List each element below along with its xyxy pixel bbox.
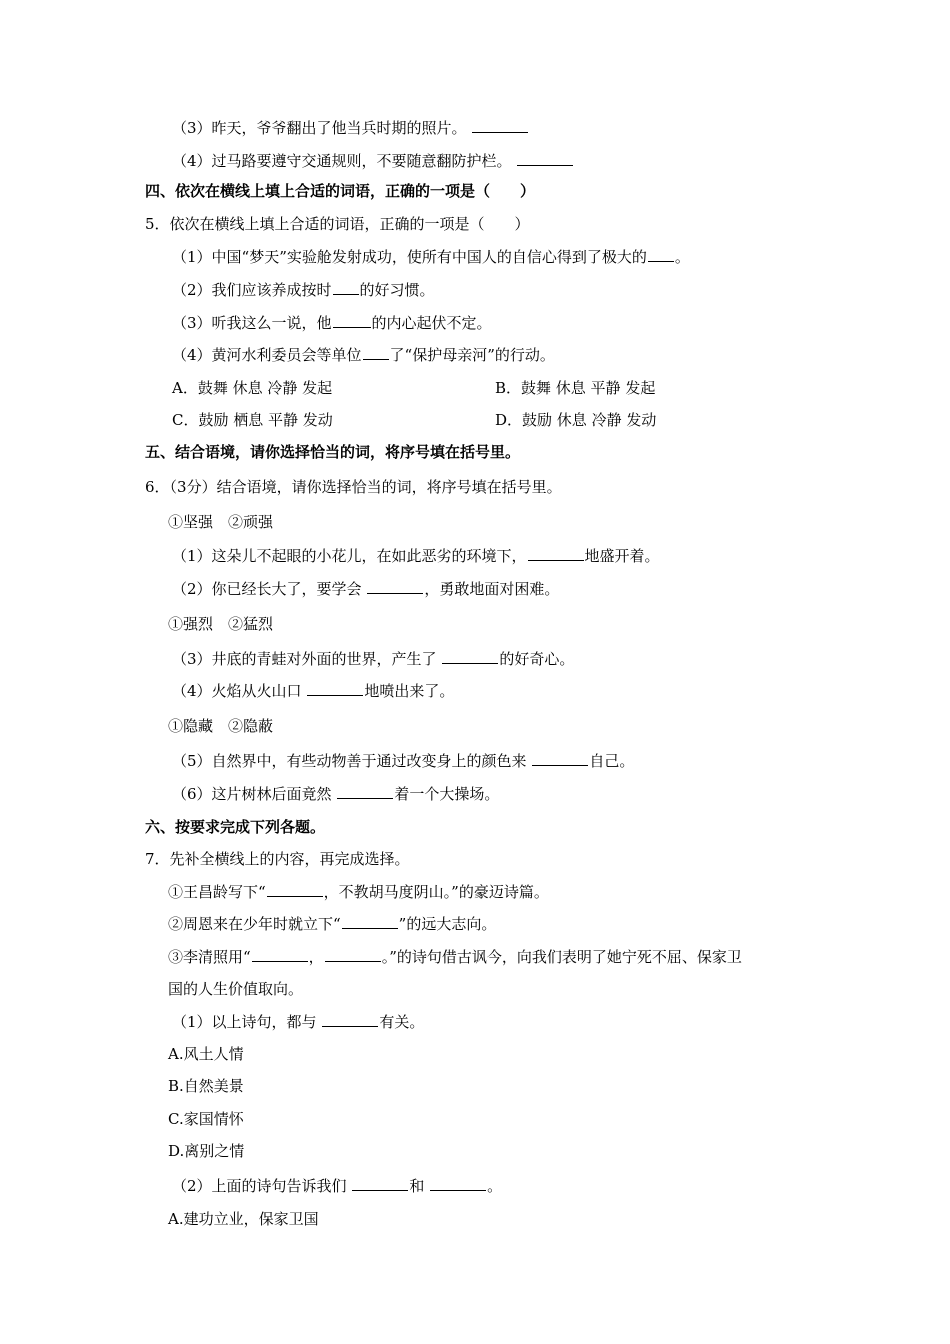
q6-sentence-1: （1）这朵儿不起眼的小花儿，在如此恶劣的环境下， 地盛开着。	[172, 547, 660, 565]
q7-sub-question-2: （2）上面的诗句告诉我们 和 。	[172, 1177, 503, 1195]
q4-item-4: （4）过马路要遵守交通规则，不要随意翻防护栏。	[172, 150, 574, 172]
q5-option-b[interactable]: B．鼓舞 休息 平静 发起	[495, 379, 656, 397]
answer-blank[interactable]	[528, 546, 584, 561]
answer-blank[interactable]	[352, 1176, 408, 1191]
answer-blank[interactable]	[333, 313, 371, 328]
answer-blank[interactable]	[442, 649, 498, 664]
answer-blank[interactable]	[267, 882, 323, 897]
answer-blank[interactable]	[325, 947, 381, 962]
q7-line-2: ②周恩来在少年时就立下“ ”的远大志向。	[168, 915, 497, 933]
q7-option-d[interactable]: D.离别之情	[168, 1142, 245, 1160]
q5-option-d[interactable]: D．鼓励 休息 冷静 发动	[495, 411, 657, 429]
q5-option-c[interactable]: C．鼓励 栖息 平静 发动	[172, 411, 333, 429]
q6-sentence-4: （4）火焰从火山口 地喷出来了。	[172, 682, 455, 700]
q5-sentence-1: （1）中国“梦天”实验舱发射成功，使所有中国人的自信心得到了极大的 。	[172, 248, 690, 266]
answer-blank[interactable]	[367, 579, 423, 594]
section-6-heading: 六、按要求完成下列各题。	[145, 818, 326, 836]
q5-sentence-3: （3）听我这么一说，他 的内心起伏不定。	[172, 314, 492, 332]
q4-item-3: （3）昨天，爷爷翻出了他当兵时期的照片。	[172, 117, 529, 139]
section-5-heading: 五、结合语境，请你选择恰当的词，将序号填在括号里。	[145, 443, 521, 461]
answer-blank[interactable]	[430, 1176, 486, 1191]
q7-line-1: ①王昌龄写下“ ，不教胡马度阴山。”的豪迈诗篇。	[168, 883, 549, 901]
q5-stem: 5．依次在横线上填上合适的词语，正确的一项是（ ）	[145, 215, 530, 233]
q6-stem: 6．（3分）结合语境，请你选择恰当的词，将序号填在括号里。	[145, 478, 562, 496]
q7-option-a[interactable]: A.风土人情	[168, 1045, 244, 1063]
answer-blank[interactable]	[472, 118, 528, 133]
q6-word-pair-3: ①隐藏 ②隐蔽	[168, 717, 274, 735]
q6-sentence-3: （3）井底的青蛙对外面的世界，产生了 的好奇心。	[172, 650, 575, 668]
q7-line-3-continued: 国的人生价值取向。	[168, 980, 304, 998]
q7-option-c[interactable]: C.家国情怀	[168, 1110, 244, 1128]
answer-blank[interactable]	[342, 914, 398, 929]
answer-blank[interactable]	[333, 280, 359, 295]
q5-option-a[interactable]: A．鼓舞 休息 冷静 发起	[172, 379, 333, 397]
section-4-heading: 四、依次在横线上填上合适的词语，正确的一项是（ ）	[145, 182, 536, 200]
answer-blank[interactable]	[322, 1012, 378, 1027]
q7-option-b[interactable]: B.自然美景	[168, 1077, 244, 1095]
answer-blank[interactable]	[363, 345, 389, 360]
q6-sentence-5: （5）自然界中，有些动物善于通过改变身上的颜色来 自己。	[172, 752, 635, 770]
q5-sentence-2: （2）我们应该养成按时 的好习惯。	[172, 281, 435, 299]
answer-blank[interactable]	[252, 947, 308, 962]
q7-sub-2-option-a[interactable]: A.建功立业，保家卫国	[168, 1210, 319, 1228]
answer-blank[interactable]	[532, 751, 588, 766]
answer-blank[interactable]	[517, 151, 573, 166]
q6-sentence-2: （2）你已经长大了，要学会 ，勇敢地面对困难。	[172, 580, 560, 598]
answer-blank[interactable]	[648, 247, 674, 262]
answer-blank[interactable]	[337, 784, 393, 799]
q6-sentence-6: （6）这片树林后面竟然 着一个大操场。	[172, 785, 500, 803]
q6-word-pair-2: ①强烈 ②猛烈	[168, 615, 274, 633]
answer-blank[interactable]	[307, 681, 363, 696]
q7-stem: 7．先补全横线上的内容，再完成选择。	[145, 850, 410, 868]
q6-word-pair-1: ①坚强 ②顽强	[168, 513, 274, 531]
q5-sentence-4: （4）黄河水利委员会等单位 了“保护母亲河”的行动。	[172, 346, 555, 364]
q7-line-3: ③李清照用“ ， 。”的诗句借古讽今，向我们表明了她宁死不屈、保家卫	[168, 948, 742, 966]
q7-sub-question-1: （1）以上诗句，都与 有关。	[172, 1013, 425, 1031]
